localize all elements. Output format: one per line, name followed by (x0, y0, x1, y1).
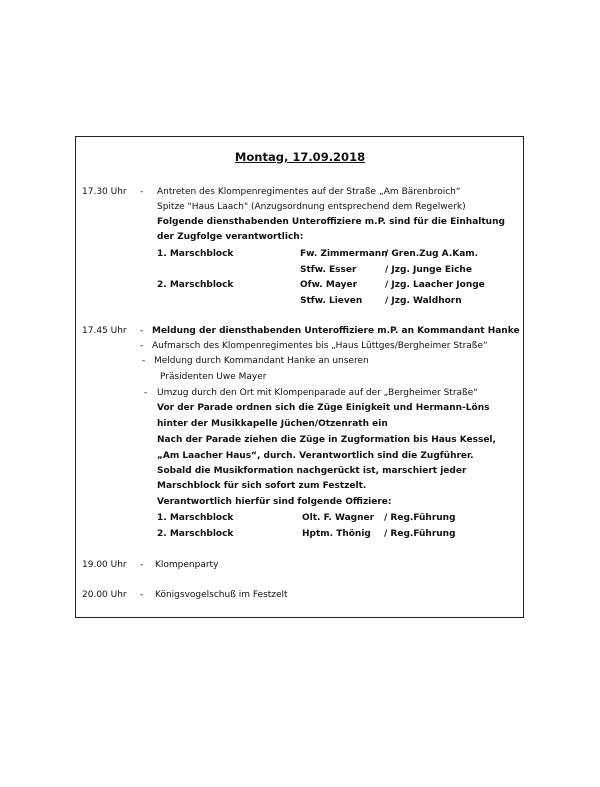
officer-unit: / Gren.Zug A.Kam. (385, 249, 479, 259)
officer-name: Stfw. Esser (300, 265, 357, 275)
text-line: Meldung der diensthabenden Unteroffiziere m.P. an Kommandant Hanke (152, 326, 520, 336)
officer-name: Stfw. Lieven (300, 296, 363, 306)
text-line: Antreten des Klompenregimentes auf der Straße „Am Bärenbroich“ (157, 187, 461, 197)
text-line: Präsidenten Uwe Mayer (160, 372, 267, 382)
text-line: Marschblock für sich sofort zum Festzelt. (157, 481, 367, 491)
dash: - (140, 326, 144, 336)
marschblock-label: 1. Marschblock (157, 249, 234, 259)
officer-unit: / Jzg. Waldhorn (385, 296, 462, 306)
text-line: Vor der Parade ordnen sich die Züge Einigkeit und Hermann-Löns (157, 403, 490, 413)
officer-unit: / Jzg. Junge Eiche (385, 265, 472, 275)
text-line: Klompenparty (155, 560, 219, 570)
marschblock-label: 2. Marschblock (157, 280, 234, 290)
text-line: Folgende diensthabenden Unteroffiziere m.P. sind für die Einhaltung (157, 217, 505, 227)
dash: - (142, 356, 146, 366)
officer-name: Hptm. Thönig (302, 529, 371, 539)
dash: - (140, 187, 144, 197)
officer-unit: / Jzg. Laacher Jonge (385, 280, 485, 290)
page-title: Montag, 17.09.2018 (234, 150, 366, 164)
time-1900: 19.00 Uhr (82, 560, 127, 570)
text-line: Königsvogelschuß im Festzelt (155, 590, 288, 600)
text-line: Umzug durch den Ort mit Klompenparade auf der „Bergheimer Straße“ (157, 388, 478, 398)
officer-unit: / Reg.Führung (384, 529, 456, 539)
text-line: Nach der Parade ziehen die Züge in Zugformation bis Haus Kessel, (157, 435, 496, 445)
text-line: Verantwortlich hierfür sind folgende Offiziere: (157, 497, 392, 507)
officer-name: Olt. F. Wagner (302, 513, 375, 523)
text-line: Meldung durch Kommandant Hanke an unseren (154, 356, 369, 366)
text-line: hinter der Musikkapelle Jüchen/Otzenrath ein (157, 419, 388, 429)
text-line: Sobald die Musikformation nachgerückt ist, marschiert jeder (157, 466, 467, 476)
text-line: Spitze "Haus Laach" (Anzugsordnung entsprechend dem Regelwerk) (157, 202, 466, 212)
dash: - (140, 590, 144, 600)
officer-unit: / Reg.Führung (384, 513, 456, 523)
dash: - (140, 560, 144, 570)
text-line: Aufmarsch des Klompenregimentes bis „Haus Lüttges/Bergheimer Straße“ (152, 341, 488, 351)
dash: - (144, 388, 148, 398)
time-1745: 17.45 Uhr (82, 326, 127, 336)
text-line: der Zugfolge verantwortlich: (157, 232, 304, 242)
dash: - (140, 341, 144, 351)
time-2000: 20.00 Uhr (82, 590, 127, 600)
officer-name: Ofw. Mayer (300, 280, 358, 290)
marschblock-label: 2. Marschblock (157, 529, 234, 539)
officer-name: Fw. Zimmermann (300, 249, 388, 259)
time-1730: 17.30 Uhr (82, 187, 127, 197)
marschblock-label: 1. Marschblock (157, 513, 234, 523)
text-line: „Am Laacher Haus“, durch. Verantwortlich sind die Zugführer. (157, 451, 474, 461)
